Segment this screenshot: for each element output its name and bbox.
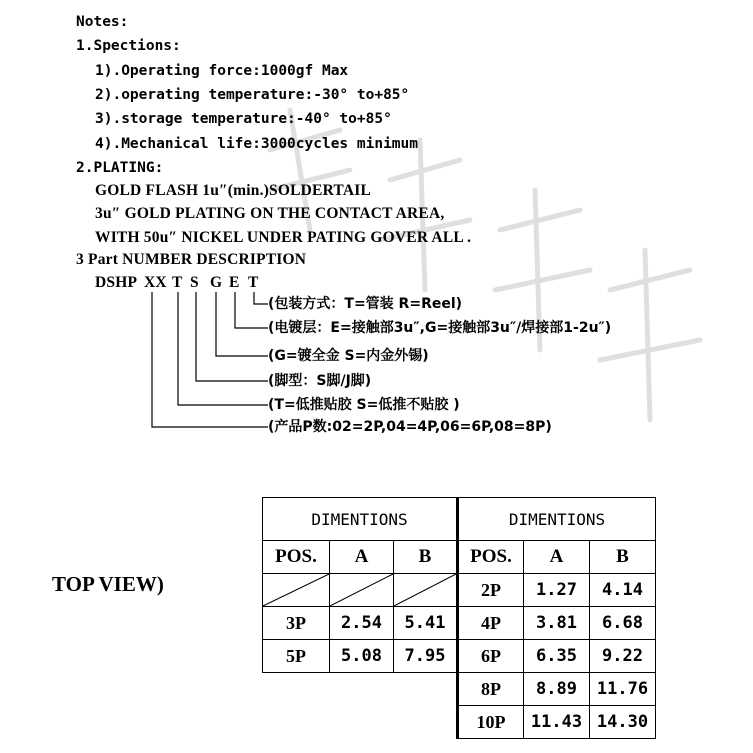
left-b-cell: 5.41 bbox=[394, 607, 458, 640]
leader-count bbox=[152, 292, 268, 427]
left-a-cell: 5.08 bbox=[330, 640, 394, 673]
left-b-cell: 7.95 bbox=[394, 640, 458, 673]
part-code-plating: E bbox=[229, 274, 240, 291]
empty-cell-slash bbox=[394, 574, 458, 607]
notes-title: Notes: bbox=[76, 14, 129, 30]
spec-storage-temperature: 3).storage temperature:-40° to+85° bbox=[95, 111, 392, 127]
left-pos-cell: 5P bbox=[263, 640, 330, 673]
right-pos-cell: 8P bbox=[458, 673, 524, 706]
part-code-pin-type: S bbox=[190, 274, 199, 291]
right-pos-cell: 10P bbox=[458, 706, 524, 739]
spec-operating-temperature: 2).operating temperature:-30° to+85° bbox=[95, 87, 410, 103]
empty-cell-slash bbox=[330, 574, 394, 607]
part-code-tape: T bbox=[172, 274, 183, 291]
leader-pin-type bbox=[196, 292, 268, 381]
desc-pin-type: (脚型：S脚/J脚) bbox=[268, 373, 372, 389]
right-a-cell: 3.81 bbox=[524, 607, 590, 640]
leader-packing bbox=[254, 292, 268, 304]
right-b-cell: 9.22 bbox=[590, 640, 656, 673]
dimensions-table bbox=[262, 497, 656, 739]
blank-cell bbox=[394, 673, 458, 706]
empty-cell-slash bbox=[263, 574, 330, 607]
leader-plating bbox=[235, 292, 268, 328]
left-table-title: DIMENTIONS bbox=[263, 498, 458, 541]
plating-line-1: GOLD FLASH 1u″(min.)SOLDERTAIL bbox=[95, 182, 371, 199]
right-a-cell: 6.35 bbox=[524, 640, 590, 673]
section-part-number: 3 Part NUMBER DESCRIPTION bbox=[76, 251, 307, 268]
part-code-count: XX bbox=[144, 274, 167, 291]
table-row bbox=[263, 640, 656, 673]
section-specifications: 1.Spections: bbox=[76, 38, 181, 54]
right-col-pos: POS. bbox=[458, 541, 524, 574]
spec-mechanical-life: 4).Mechanical life:3000cycles minimum bbox=[95, 136, 419, 152]
spec-operating-force: 1).Operating force:1000gf Max bbox=[95, 63, 349, 79]
part-code-packing: T bbox=[248, 274, 259, 291]
desc-count: (产品P数:02=2P,04=4P,06=6P,08=8P) bbox=[268, 419, 552, 435]
left-a-cell: 2.54 bbox=[330, 607, 394, 640]
right-pos-cell: 4P bbox=[458, 607, 524, 640]
leader-gold bbox=[216, 292, 268, 356]
plating-line-2: 3u″ GOLD PLATING ON THE CONTACT AREA, bbox=[95, 205, 445, 222]
blank-cell bbox=[330, 673, 394, 706]
desc-gold: (G=镀全金 S=内金外锡) bbox=[268, 348, 429, 364]
desc-tape: (T=低推贴胶 S=低推不贴胶 ) bbox=[268, 397, 460, 413]
part-prefix: DSHP bbox=[95, 274, 138, 291]
right-a-cell: 1.27 bbox=[524, 574, 590, 607]
right-col-b: B bbox=[590, 541, 656, 574]
blank-cell bbox=[263, 673, 330, 706]
section-plating: 2.PLATING: bbox=[76, 160, 164, 176]
right-pos-cell: 2P bbox=[458, 574, 524, 607]
left-col-b: B bbox=[394, 541, 458, 574]
left-col-pos: POS. bbox=[263, 541, 330, 574]
right-a-cell: 11.43 bbox=[524, 706, 590, 739]
right-b-cell: 4.14 bbox=[590, 574, 656, 607]
blank-cell bbox=[394, 706, 458, 739]
left-col-a: A bbox=[330, 541, 394, 574]
table-row bbox=[263, 607, 656, 640]
left-pos-cell: 3P bbox=[263, 607, 330, 640]
plating-line-3: WITH 50u″ NICKEL UNDER PATING GOVER ALL . bbox=[95, 229, 472, 246]
right-col-a: A bbox=[524, 541, 590, 574]
top-view-label: TOP VIEW) bbox=[52, 572, 164, 596]
part-code-gold: G bbox=[210, 274, 223, 291]
blank-cell bbox=[263, 706, 330, 739]
table-row bbox=[263, 574, 656, 607]
table-row bbox=[263, 706, 656, 739]
desc-plating: (电镀层：E=接触部3u″,G=接触部3u″/焊接部1-2u″) bbox=[268, 320, 612, 336]
right-a-cell: 8.89 bbox=[524, 673, 590, 706]
table-row bbox=[263, 673, 656, 706]
blank-cell bbox=[330, 706, 394, 739]
right-pos-cell: 6P bbox=[458, 640, 524, 673]
leader-tape bbox=[178, 292, 268, 405]
right-b-cell: 6.68 bbox=[590, 607, 656, 640]
right-b-cell: 14.30 bbox=[590, 706, 656, 739]
desc-packing: (包装方式：T=管装 R=Reel) bbox=[268, 296, 463, 312]
right-table-title: DIMENTIONS bbox=[458, 498, 656, 541]
right-b-cell: 11.76 bbox=[590, 673, 656, 706]
